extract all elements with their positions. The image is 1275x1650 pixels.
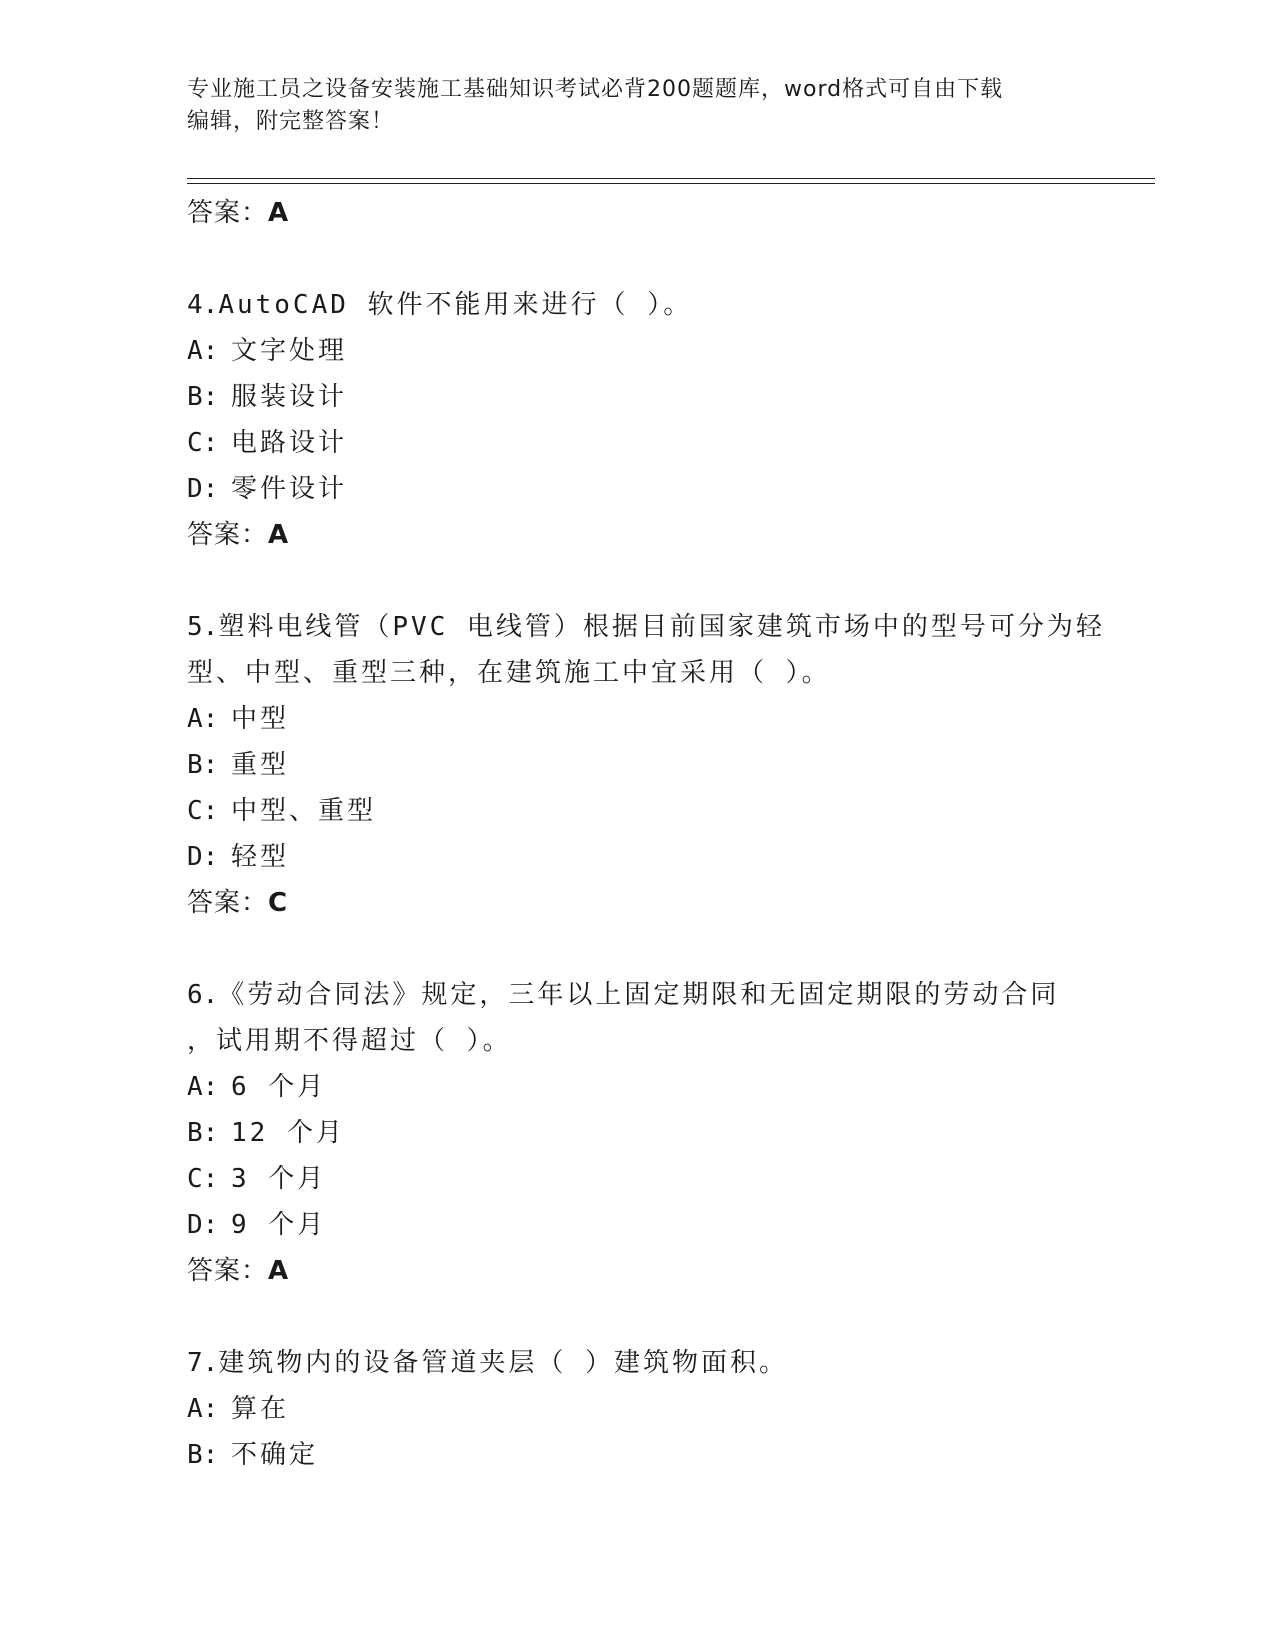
question-number: 5. — [187, 612, 219, 642]
question-text: 建筑物内的设备管道夹层（ ）建筑物面积。 — [218, 1348, 788, 1378]
option-key: B: — [187, 1118, 219, 1148]
question-text: 型、中型、重型三种，在建筑施工中宜采用（ ）。 — [187, 658, 831, 688]
option-text: 算在 — [231, 1394, 290, 1424]
option-text: 服装设计 — [231, 382, 348, 412]
answer-line-q4 — [187, 512, 1087, 558]
question-6-continued — [187, 1018, 1087, 1064]
option-key: C: — [187, 1164, 219, 1194]
spacer — [187, 926, 1087, 972]
header-line-2: 编辑，附完整答案！ — [187, 109, 395, 134]
option-text: 6 个月 — [231, 1072, 327, 1102]
option-key: B: — [187, 1440, 219, 1470]
question-4 — [187, 282, 1087, 328]
option-key: B: — [187, 750, 219, 780]
option-text: 零件设计 — [231, 474, 348, 504]
question-text: AutoCAD 软件不能用来进行（ ）。 — [218, 290, 693, 320]
option-b — [187, 374, 1087, 420]
answer-value: A — [268, 1256, 290, 1286]
header-line-1: 专业施工员之设备安装施工基础知识考试必背200题题库，word格式可自由下载 — [187, 77, 1004, 102]
option-key: D: — [187, 1210, 219, 1240]
option-text: 中型 — [231, 704, 290, 734]
option-d — [187, 834, 1087, 880]
answer-line-q3 — [187, 190, 1087, 236]
option-a — [187, 328, 1087, 374]
question-list — [187, 190, 1105, 1478]
option-a — [187, 1386, 1087, 1432]
question-7 — [187, 1340, 1087, 1386]
question-text: 《劳动合同法》规定，三年以上固定期限和无固定期限的劳动合同 — [218, 980, 1060, 1010]
option-d — [187, 466, 1087, 512]
option-text: 3 个月 — [231, 1164, 327, 1194]
option-c — [187, 420, 1087, 466]
option-text: 12 个月 — [231, 1118, 345, 1148]
answer-label: 答案： — [187, 888, 269, 918]
option-key: D: — [187, 842, 219, 872]
answer-value: C — [268, 888, 289, 918]
option-key: A: — [187, 1072, 219, 1102]
option-text: 不确定 — [231, 1440, 319, 1470]
option-text: 重型 — [231, 750, 290, 780]
option-key: D: — [187, 474, 219, 504]
option-key: C: — [187, 428, 219, 458]
question-5-continued — [187, 650, 1087, 696]
answer-label: 答案： — [187, 1256, 269, 1286]
option-b — [187, 742, 1087, 788]
option-text: 9 个月 — [231, 1210, 327, 1240]
answer-line-q5 — [187, 880, 1087, 926]
header-divider-top — [187, 178, 1155, 179]
option-c — [187, 788, 1087, 834]
option-c — [187, 1156, 1087, 1202]
option-key: A: — [187, 704, 219, 734]
header-divider-bottom — [187, 183, 1155, 184]
option-d — [187, 1202, 1087, 1248]
answer-line-q6 — [187, 1248, 1087, 1294]
option-key: A: — [187, 336, 219, 366]
option-key: A: — [187, 1394, 219, 1424]
question-number: 7. — [187, 1348, 219, 1378]
answer-label: 答案： — [187, 520, 269, 550]
option-key: B: — [187, 382, 219, 412]
question-number: 4. — [187, 290, 219, 320]
option-a — [187, 1064, 1087, 1110]
option-a — [187, 696, 1087, 742]
answer-value: A — [268, 198, 290, 228]
option-text: 电路设计 — [231, 428, 348, 458]
question-5 — [187, 604, 1105, 650]
answer-label: 答案： — [187, 198, 269, 228]
question-text: 塑料电线管（PVC 电线管）根据目前国家建筑市场中的型号可分为轻 — [218, 612, 1105, 642]
spacer — [187, 1294, 1087, 1340]
option-text: 文字处理 — [231, 336, 348, 366]
answer-value: A — [268, 520, 290, 550]
document-header — [187, 74, 1067, 138]
spacer — [187, 236, 1087, 282]
option-key: C: — [187, 796, 219, 826]
question-text: ，试用期不得超过（ ）。 — [187, 1026, 512, 1056]
option-text: 轻型 — [231, 842, 290, 872]
option-text: 中型、重型 — [231, 796, 377, 826]
option-b — [187, 1110, 1087, 1156]
spacer — [187, 558, 1087, 604]
question-number: 6. — [187, 980, 219, 1010]
question-6 — [187, 972, 1087, 1018]
option-b — [187, 1432, 1087, 1478]
